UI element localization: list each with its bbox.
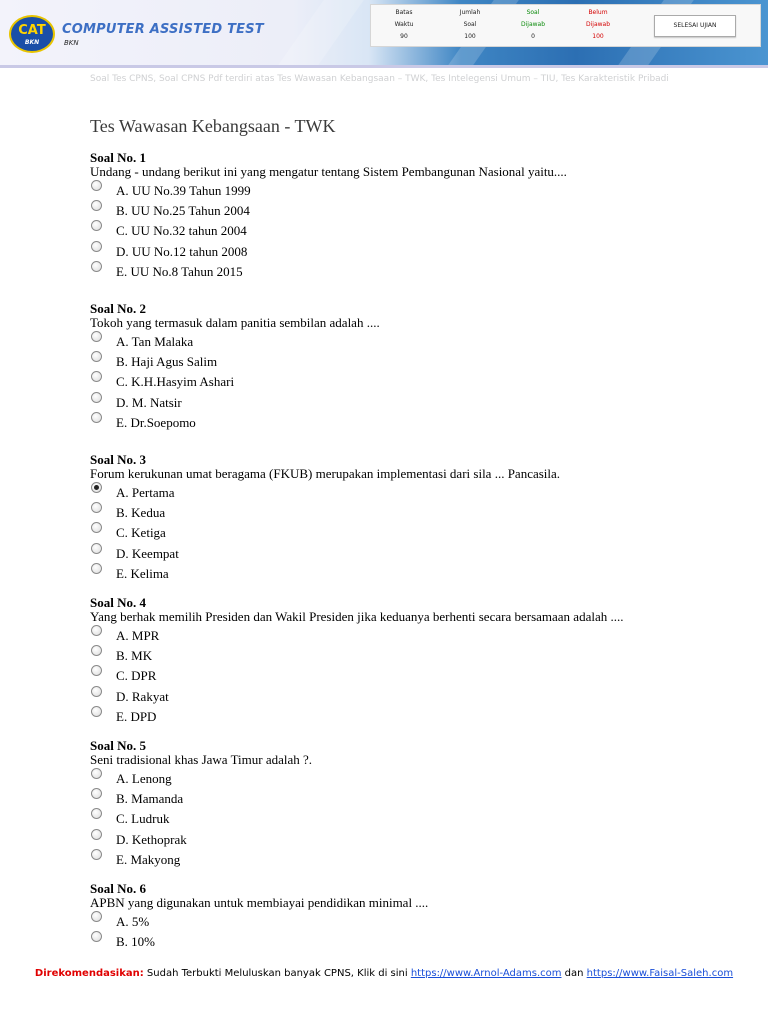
radio-button[interactable]	[91, 331, 102, 342]
stat-soal-dijawab	[510, 8, 556, 44]
question-text: Yang berhak memilih Presiden dan Wakil Presiden jika keduanya berhenti secara bersamaan adalah ....	[90, 609, 624, 624]
radio-button[interactable]	[91, 392, 102, 403]
answer-option[interactable]	[90, 522, 740, 542]
option-label[interactable]: D. Keempat	[116, 545, 179, 561]
option-label[interactable]: A. Pertama	[116, 485, 175, 500]
answer-option[interactable]	[90, 665, 740, 685]
option-label[interactable]: B. UU No.25 Tahun 2004	[116, 203, 250, 219]
stat-value: 100	[592, 33, 604, 40]
answer-option[interactable]	[90, 849, 740, 869]
answer-option[interactable]	[90, 200, 740, 220]
option-label[interactable]: D. Rakyat	[116, 688, 169, 704]
stat-label: Batas	[395, 9, 413, 16]
radio-button[interactable]	[91, 502, 102, 513]
option-label[interactable]: C. Ludruk	[116, 811, 170, 827]
option-label[interactable]: E. UU No.8 Tahun 2015	[116, 263, 243, 279]
answer-option[interactable]	[90, 706, 740, 726]
answer-option[interactable]	[90, 625, 740, 645]
radio-button[interactable]	[91, 200, 102, 211]
cat-bkn-logo	[9, 15, 55, 53]
stat-label: Belum	[588, 9, 608, 16]
answer-option[interactable]	[90, 788, 740, 808]
answer-option[interactable]	[90, 351, 740, 371]
footer-link-arnol-adams[interactable]: https://www.Arnol-Adams.com	[410, 968, 562, 979]
finish-exam-button[interactable]: SELESAI UJIAN	[654, 15, 736, 37]
question-2	[90, 301, 740, 432]
answer-option[interactable]	[90, 808, 740, 828]
answer-option[interactable]	[90, 829, 740, 849]
radio-button[interactable]	[91, 788, 102, 799]
option-label[interactable]: B. 10%	[116, 934, 155, 950]
app-title: COMPUTER ASSISTED TEST	[62, 22, 264, 37]
radio-button[interactable]	[91, 261, 102, 272]
stat-jumlah-soal	[447, 8, 493, 44]
stat-label: Dijawab	[585, 21, 611, 28]
stat-label: Soal	[526, 9, 540, 16]
radio-button[interactable]	[91, 849, 102, 860]
question-3	[90, 452, 740, 583]
option-label[interactable]: B. MK	[116, 648, 153, 664]
question-4	[90, 595, 740, 726]
radio-button[interactable]	[91, 686, 102, 697]
option-label[interactable]: B. Mamanda	[116, 791, 184, 807]
option-label[interactable]: D. M. Natsir	[116, 394, 182, 410]
logo-subtext: BKN	[24, 39, 40, 46]
radio-button[interactable]	[91, 931, 102, 942]
answer-option[interactable]	[90, 502, 740, 522]
decorative-streak	[276, 0, 364, 68]
option-label[interactable]: A. 5%	[116, 914, 150, 929]
question-6	[90, 881, 740, 951]
stat-label: Waktu	[394, 21, 414, 28]
radio-button[interactable]	[91, 220, 102, 231]
question-text: Seni tradisional khas Jawa Timur adalah ?.	[90, 752, 313, 767]
option-label[interactable]: E. Kelima	[116, 565, 169, 581]
radio-button-checked[interactable]	[91, 482, 102, 493]
option-label[interactable]: C. Ketiga	[116, 525, 166, 541]
option-label[interactable]: E. Makyong	[116, 851, 181, 867]
question-number: Soal No. 3	[90, 452, 146, 467]
stat-belum-dijawab	[575, 8, 621, 44]
answer-option[interactable]	[90, 563, 740, 583]
logo-text: CAT	[18, 23, 46, 38]
answer-option[interactable]	[90, 331, 740, 351]
question-text: Undang - undang berikut ini yang mengatur tentang Sistem Pembangunan Nasional yaitu....	[90, 164, 567, 179]
option-label[interactable]: D. UU No.12 tahun 2008	[116, 243, 248, 259]
question-text: Forum kerukunan umat beragama (FKUB) merupakan implementasi dari sila ... Pancasila.	[90, 466, 561, 481]
radio-button[interactable]	[91, 625, 102, 636]
radio-button[interactable]	[91, 829, 102, 840]
answer-option[interactable]	[90, 768, 740, 788]
radio-button[interactable]	[91, 371, 102, 382]
radio-button[interactable]	[91, 808, 102, 819]
radio-button[interactable]	[91, 645, 102, 656]
question-1	[90, 150, 740, 281]
footer-text: Sudah Terbukti Meluluskan banyak CPNS, Klik di sini	[143, 968, 411, 979]
option-label[interactable]: E. Dr.Soepomo	[116, 414, 196, 430]
answer-option[interactable]	[90, 686, 740, 706]
radio-button[interactable]	[91, 768, 102, 779]
option-label[interactable]: A. MPR	[116, 628, 160, 643]
radio-button[interactable]	[91, 351, 102, 362]
option-label[interactable]: A. Lenong	[116, 771, 172, 786]
option-label[interactable]: D. Kethoprak	[116, 831, 187, 847]
answer-option[interactable]	[90, 241, 740, 261]
page-title: Tes Wawasan Kebangsaan - TWK	[90, 116, 336, 136]
radio-button[interactable]	[91, 522, 102, 533]
radio-button[interactable]	[91, 563, 102, 574]
answer-option[interactable]	[90, 911, 740, 931]
option-label[interactable]: B. Kedua	[116, 505, 166, 521]
stat-label: Soal	[463, 21, 477, 28]
question-number: Soal No. 4	[90, 595, 146, 610]
option-label[interactable]: A. Tan Malaka	[116, 334, 194, 349]
radio-button[interactable]	[91, 180, 102, 191]
stat-value: 100	[464, 33, 476, 40]
option-label[interactable]: C. DPR	[116, 668, 157, 684]
answer-option[interactable]	[90, 412, 740, 432]
answer-option[interactable]	[90, 392, 740, 412]
radio-button[interactable]	[91, 241, 102, 252]
radio-button[interactable]	[91, 543, 102, 554]
option-label[interactable]: E. DPD	[116, 708, 157, 724]
question-number: Soal No. 5	[90, 738, 146, 753]
stat-value: 0	[531, 33, 535, 40]
option-label[interactable]: C. UU No.32 tahun 2004	[116, 223, 247, 239]
answer-option[interactable]	[90, 543, 740, 563]
radio-button[interactable]	[91, 412, 102, 423]
stat-label: Jumlah	[459, 9, 481, 16]
answer-option[interactable]	[90, 220, 740, 240]
answer-option[interactable]	[90, 180, 740, 200]
question-text: APBN yang digunakan untuk membiayai pendidikan minimal ....	[90, 895, 429, 910]
question-number: Soal No. 6	[90, 881, 146, 896]
answer-option[interactable]	[90, 645, 740, 665]
app-header	[0, 0, 768, 68]
answer-option-selected[interactable]	[90, 482, 740, 502]
radio-button[interactable]	[91, 706, 102, 717]
app-subtitle: BKN	[64, 39, 79, 47]
option-label[interactable]: A. UU No.39 Tahun 1999	[116, 183, 251, 198]
footer-link-faisal-saleh[interactable]: https://www.Faisal-Saleh.com	[586, 968, 734, 979]
answer-option[interactable]	[90, 261, 740, 281]
question-number: Soal No. 2	[90, 301, 146, 316]
answer-option[interactable]	[90, 371, 740, 391]
stat-label: Dijawab	[520, 21, 546, 28]
option-label[interactable]: B. Haji Agus Salim	[116, 354, 218, 370]
intro-text: Soal Tes CPNS, Soal CPNS Pdf terdiri atas Tes Wawasan Kebangsaan – TWK, Tes Intelegensi Umum – TIU, Tes Karakteristik Pribadi	[90, 74, 669, 84]
question-number: Soal No. 1	[90, 150, 146, 165]
question-text: Tokoh yang termasuk dalam panitia sembilan adalah ....	[90, 315, 380, 330]
answer-option[interactable]	[90, 931, 740, 951]
recommend-label: Direkomendasikan:	[34, 968, 144, 979]
recommendation-footer	[0, 968, 768, 979]
exam-stats-panel	[370, 4, 761, 47]
option-label[interactable]: C. K.H.Hasyim Ashari	[116, 374, 235, 390]
stat-value: 90	[400, 33, 408, 40]
footer-connector: dan	[561, 968, 587, 979]
question-5	[90, 738, 740, 869]
radio-button[interactable]	[91, 665, 102, 676]
stat-batas-waktu	[381, 8, 427, 44]
radio-button[interactable]	[91, 911, 102, 922]
